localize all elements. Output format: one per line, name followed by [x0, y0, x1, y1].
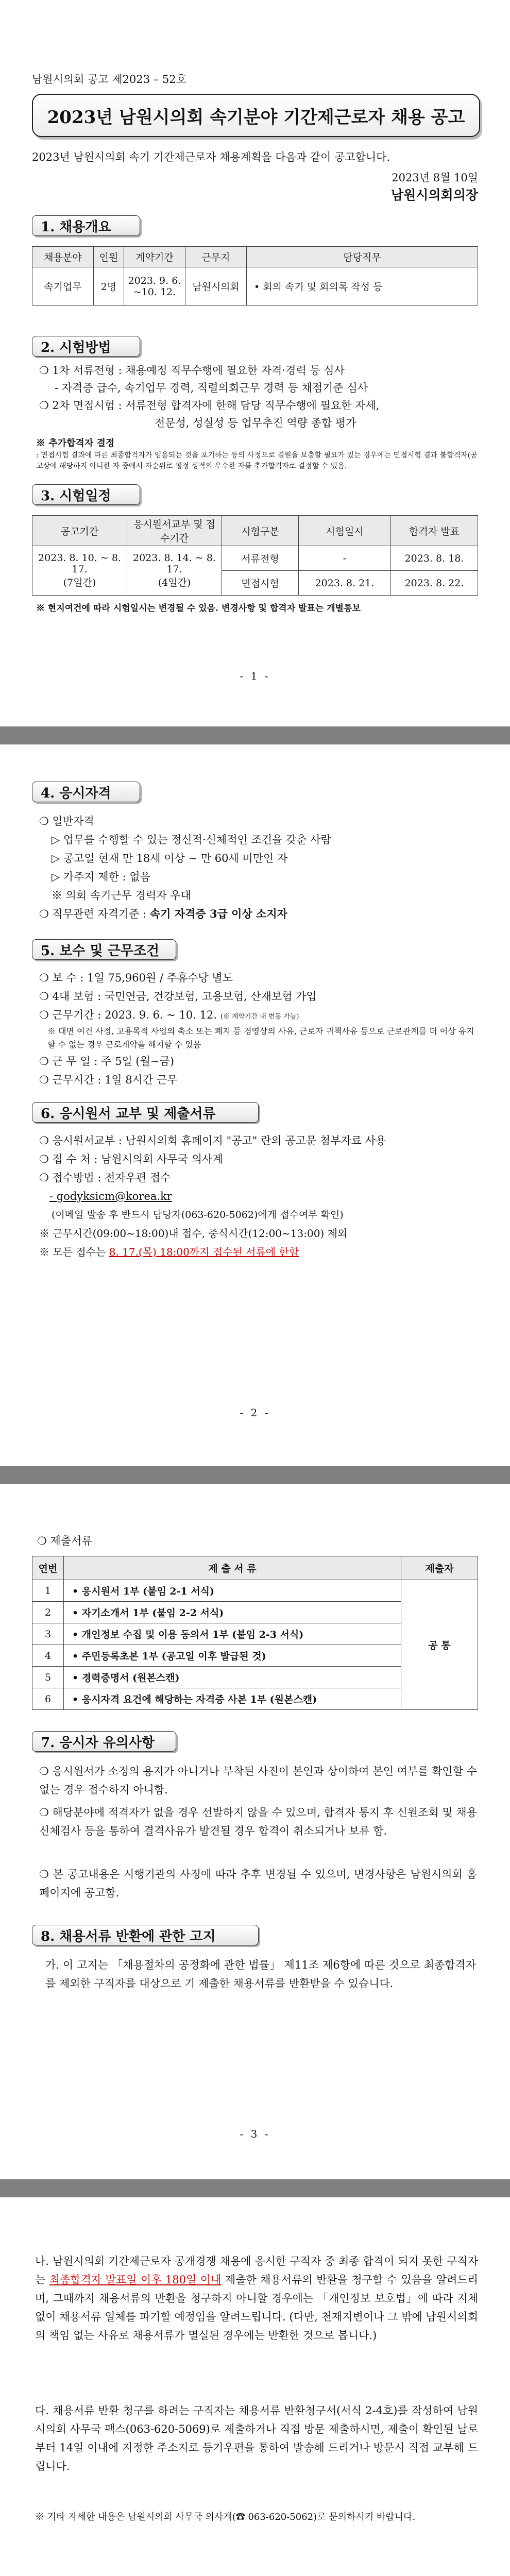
- overview-header: 인원: [94, 247, 124, 267]
- footer-note: ※ 기타 자세한 내용은 남원시의회 사무국 의사계(☎ 063-620-5062)로 문의하시기 바랍니다.: [35, 2512, 416, 2522]
- docs-name: • 경력증명서 (원본스캔): [64, 1667, 401, 1688]
- schedule-header: 합격자 발표: [391, 516, 478, 546]
- overview-place: 남원시의회: [185, 267, 247, 306]
- work-hours: ❍ 근무시간 : 1일 8시간 근무: [39, 1074, 178, 1086]
- return-c: 다. 채용서류 반환 청구를 하려는 구직자는 채용서류 반환청구서(서식 2-4호)를 작성하여 남원시의회 사무국 팩스(063-620-5069)로 제출하거나 직접 방문 제출하시면, 제출이 확인된 날로부터 14일 이내에 지정한 주소지로 등기우편을 통하여 발송해 드리거나 방문시 직접 교부해 드립니다.: [35, 2404, 478, 2472]
- note-3: ❍ 본 공고내용은 시행기관의 사정에 따라 추후 변경될 수 있으며, 변경사항은 남원시의회 홈페이지에 공고함.: [39, 1868, 477, 1899]
- overview-count: 2명: [94, 267, 124, 306]
- apply-method: ❍ 접수방법 : 전자우편 접수: [39, 1172, 171, 1184]
- email-note: (이메일 발송 후 반드시 담당자(063-620-5062)에게 접수여부 확인): [52, 1209, 344, 1221]
- docs-name: • 응시원서 1부 (붙임 2-1 서식): [64, 1580, 401, 1602]
- method-2a: ❍ 2차 면접시험 : 서류전형 합격자에 한해 담당 직무수행에 필요한 자세,: [39, 399, 380, 412]
- docs-no: 6: [32, 1688, 64, 1710]
- docs-header: 제 출 서 류: [64, 1556, 401, 1580]
- return-b-rest: 제출한 채용서류의 반환을 청구할 수 있음을 알려드리며, 그때까지 채용서류의 반환을 청구하지 아니할 경우에는 「개인정보 보호법」에 따라 지체 없이 채용서류 일체를 파기할 예정임을 알려드립니다. (다만, 천재지변이나 그 밖에 남원시의회의 책임 없는 사유로 채용서류가 멸실된 경우에는 반환한 것으로 봅니다.): [35, 2274, 478, 2342]
- docs-header: 제출자: [401, 1556, 478, 1580]
- notice-date: 2023년 8월 10일: [392, 172, 478, 184]
- docs-header: 연번: [32, 1556, 64, 1580]
- section-heading-pay: 5. 보수 및 근무조건: [32, 939, 176, 960]
- qual-c: ▷ 가주지 제한 : 없음: [52, 871, 150, 883]
- notice-period-cell: [32, 546, 127, 596]
- qual-license-label: ❍ 직무관련 자격기준 :: [39, 908, 150, 920]
- qual-general: ❍ 일반자격: [39, 815, 94, 827]
- page-number: - 1 -: [240, 670, 270, 682]
- method-1: ❍ 1차 서류전형 : 채용예정 직무수행에 필요한 자격·경력 등 심사: [39, 364, 345, 377]
- intro-text: 2023년 남원시의회 속기 기간제근로자 채용계획을 다음과 같이 공고합니다.: [32, 151, 390, 163]
- docs-name: • 응시자격 요건에 해당하는 자격증 사본 1부 (원본스캔): [64, 1688, 401, 1710]
- docs-submitter: 공 통: [401, 1580, 478, 1710]
- work-period: [39, 1007, 299, 1025]
- apply-hours: ※ 근무시간(09:00~18:00)내 접수, 중식시간(12:00~13:00) 제외: [39, 1227, 348, 1240]
- section-heading-overview: 1. 채용개요: [32, 215, 140, 236]
- docs-title: ❍ 제출서류: [37, 1535, 92, 1547]
- method-2b: 전문성, 성실성 등 업무추진 역량 종합 평가: [155, 417, 356, 429]
- insurance: ❍ 4대 보험 : 국민연금, 건강보험, 고용보험, 산재보험 가입: [39, 990, 317, 1003]
- exam-date: -: [299, 546, 391, 571]
- section-heading-application: 6. 응시원서 교부 및 제출서류: [32, 1102, 259, 1123]
- qual-d: ※ 의회 속기근무 경력자 우대: [52, 889, 191, 902]
- docs-name: • 자기소개서 1부 (붙임 2-2 서식): [64, 1602, 401, 1623]
- return-b-text: 나. 남원시의회 기간제근로자 공개경쟁 채용에 응시한 구직자 중 최종 합격이 되지 못한 구직자는: [35, 2255, 478, 2286]
- overview-duty: • 회의 속기 및 회의록 작성 등: [247, 267, 478, 306]
- note-2: ❍ 해당분야에 적격자가 없을 경우 선발하지 않을 수 있으며, 합격자 통지 후 신원조회 및 채용신체검사 등을 통하여 결격사유가 발견될 경우 합격이 취소되거나 보류 함.: [39, 1806, 477, 1837]
- qual-a: ▷ 업무를 수행할 수 있는 정신적·신체적인 조건을 갖춘 사람: [52, 834, 331, 846]
- exam-result: 2023. 8. 18.: [391, 546, 478, 571]
- apply-days: (4일간): [158, 577, 191, 588]
- page-3: [0, 1484, 510, 2179]
- page-title: 2023년 남원시의회 속기분야 기간제근로자 채용 공고: [32, 94, 480, 137]
- docs-no: 1: [32, 1580, 64, 1602]
- return-a: 가. 이 고지는 「채용절차의 공정화에 관한 법률」 제11조 제6항에 따른 것으로 최종합격자를 제외한 구직자를 대상으로 기 제출한 채용서류를 반환받을 수 있습니다.: [45, 1959, 476, 1990]
- apply-form: ❍ 응시원서교부 : 남원시의회 홈페이지 "공고" 란의 공고문 첨부자료 사용: [39, 1134, 386, 1147]
- qual-license: [39, 906, 287, 922]
- docs-name: • 주민등록초본 1부 (공고일 이후 발급된 것): [64, 1645, 401, 1667]
- schedule-header: 시험일시: [299, 516, 391, 546]
- schedule-note: ※ 현지여건에 따라 시험일시는 변경될 수 있음. 변경사항 및 합격자 발표는 개별통보: [36, 603, 361, 614]
- deadline: [39, 1244, 299, 1260]
- docs-no: 2: [32, 1602, 64, 1623]
- apply-period: 2023. 8. 14. ~ 8. 17.: [133, 552, 216, 575]
- issuer: 남원시의회의장: [390, 188, 478, 202]
- docs-no: 5: [32, 1667, 64, 1688]
- section-heading-return: 8. 채용서류 반환에 관한 고지: [32, 1925, 259, 1945]
- docs-table: [32, 1556, 478, 1710]
- work-period-value: ❍ 근무기간 : 2023. 9. 6. ~ 10. 12.: [39, 1009, 217, 1021]
- page-1: [0, 0, 510, 726]
- overview-header: 근무지: [185, 247, 247, 267]
- return-b: [35, 2252, 478, 2345]
- overview-table: [32, 246, 478, 306]
- docs-no: 3: [32, 1623, 64, 1645]
- qual-b: ▷ 공고일 현재 만 18세 이상 ~ 만 60세 미만인 자: [52, 852, 288, 865]
- page-2: [0, 744, 510, 1466]
- section-heading-qualification: 4. 응시자격: [32, 782, 140, 802]
- extra-title: ※ 추가합격자 결정: [36, 438, 115, 449]
- work-days: ❍ 근 무 일 : 주 5일 (월~금): [39, 1055, 174, 1067]
- method-1-sub: - 자격증 급수, 속기업무 경력, 직렬의회근무 경력 등 채점기준 심사: [55, 382, 368, 394]
- return-b-deadline: 최종합격자 발표일 이후 180일 이내: [49, 2274, 222, 2286]
- schedule-table: [32, 515, 478, 596]
- work-period-note: (※ 계약기간 내 변동 가능): [220, 1013, 299, 1021]
- exam-result: 2023. 8. 22.: [391, 571, 478, 596]
- docs-name: • 개인정보 수집 및 이용 동의서 1부 (붙임 2-3 서식): [64, 1623, 401, 1645]
- apply-email[interactable]: - godyksicm@korea.kr: [49, 1190, 172, 1202]
- exam-type: 서류전형: [222, 546, 299, 571]
- section-heading-schedule: 3. 시험일정: [32, 484, 140, 505]
- exam-date: 2023. 8. 21.: [299, 571, 391, 596]
- overview-header: 채용분야: [32, 247, 94, 267]
- schedule-header: 공고기간: [32, 516, 127, 546]
- overview-period: 2023. 9. 6. ~10. 12.: [124, 267, 185, 306]
- apply-office: ❍ 접 수 처 : 남원시의회 사무국 의사계: [39, 1153, 223, 1165]
- extra-body: : 면접시험 결과에 따른 최종합격자가 임용되는 것을 포기하는 등의 사정으로 결원을 보충할 필요가 있는 경우에는 면접시험 결과 불합격자(공고상에 해당하지 아니한 자 중에서 자순위로 평정 성적의 우수한 자를 추가합격자로 결정할 수 있음.: [36, 451, 478, 470]
- contract-note: ※ 대면 여건 사정, 고용목적 사업의 축소 또는 폐지 등 경영상의 사유, 근로자 귀책사유 등으로 근로관계를 더 이상 유지할 수 없는 경우 근로계약을 해지할 수 있음: [47, 1026, 474, 1049]
- overview-header: 계약기간: [124, 247, 185, 267]
- qual-license-value: 속기 자격증 3급 이상 소지자: [149, 907, 287, 920]
- schedule-header: 시험구분: [222, 516, 299, 546]
- overview-header: 담당직무: [247, 247, 478, 267]
- deadline-label: ※ 모든 접수는: [39, 1246, 109, 1258]
- section-heading-notes: 7. 응시자 유의사항: [32, 1731, 176, 1752]
- overview-field: 속기업무: [32, 267, 94, 306]
- deadline-value: 8. 17.(목) 18:00까지 접수된 서류에 한함: [109, 1246, 299, 1258]
- exam-type: 면접시험: [222, 571, 299, 596]
- schedule-header: 응시원서교부 및 접수기간: [127, 516, 222, 546]
- docs-no: 4: [32, 1645, 64, 1667]
- section-heading-method: 2. 시험방법: [32, 336, 140, 357]
- page-4: [0, 2197, 510, 2576]
- notice-days: (7일간): [63, 577, 96, 588]
- note-1: ❍ 응시원서가 소정의 용지가 아니거나 부착된 사진이 본인과 상이하여 본인 여부를 확인할 수 없는 경우 접수하지 아니함.: [39, 1765, 477, 1796]
- page-number: - 2 -: [240, 1406, 270, 1419]
- notice-number: 남원시의회 공고 제2023 – 52호: [32, 73, 186, 86]
- page-number: - 3 -: [240, 2128, 270, 2140]
- pay: ❍ 보 수 : 1일 75,960원 / 주휴수당 별도: [39, 972, 233, 984]
- notice-period: 2023. 8. 10. ~ 8. 17.: [38, 552, 121, 575]
- apply-period-cell: [127, 546, 222, 596]
